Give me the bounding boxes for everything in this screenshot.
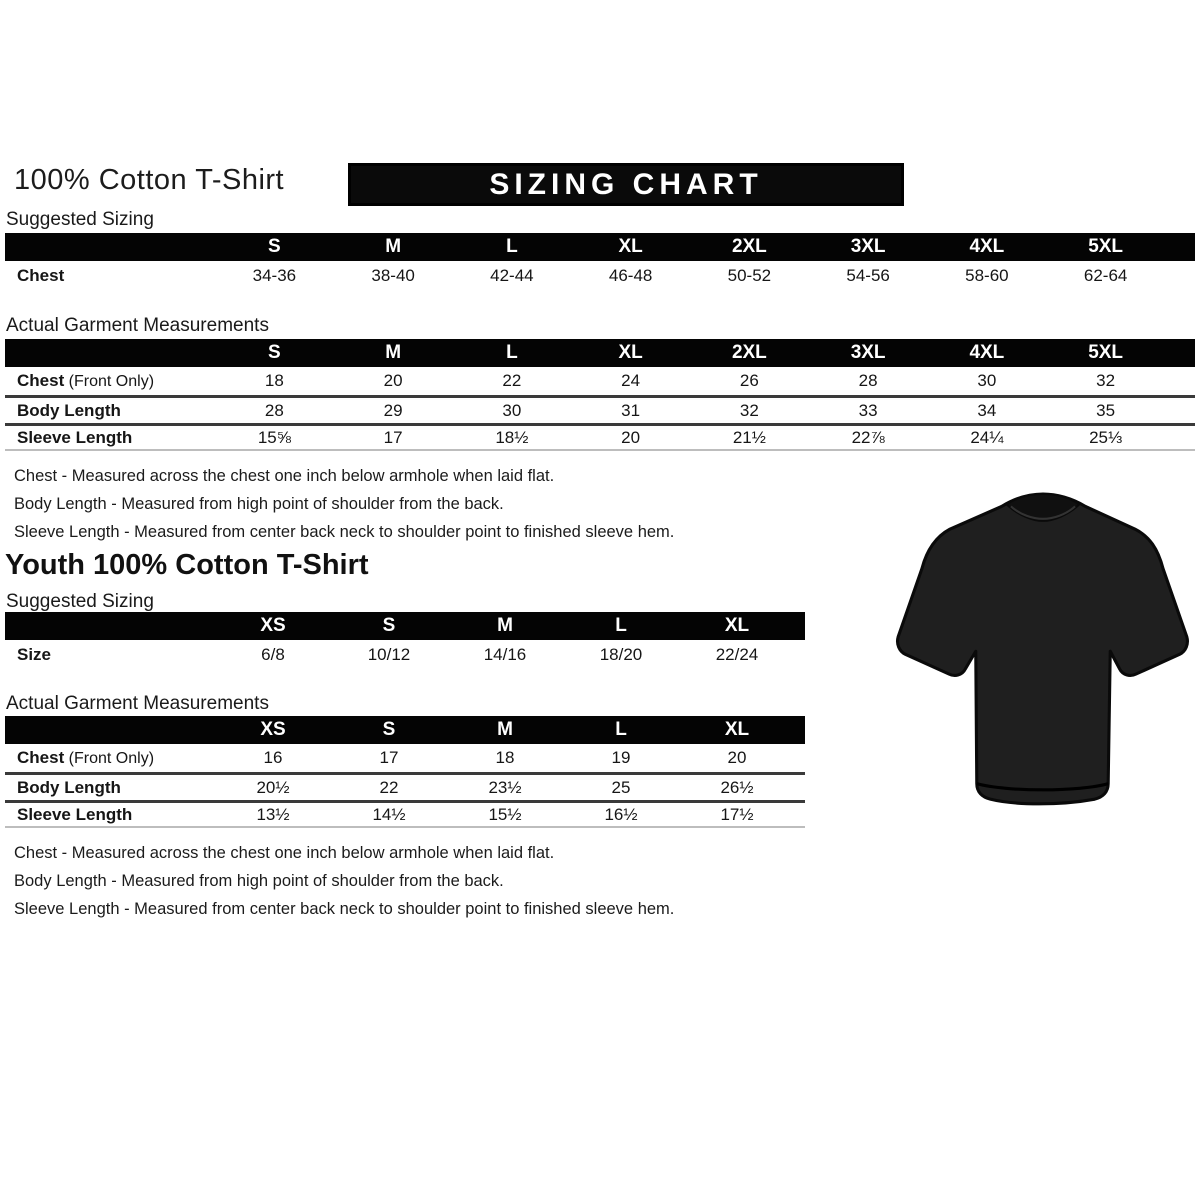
column-header: 3XL [850, 236, 886, 257]
table-cell: 38-40 [371, 266, 415, 285]
table-cell: 28 [858, 371, 878, 390]
column-header: M [385, 342, 402, 363]
table-header-row [5, 339, 1195, 367]
column-header: 5XL [1088, 342, 1124, 363]
table-cell: 42-44 [490, 266, 534, 285]
row-label: Chest (Front Only) [17, 748, 155, 767]
note-line: Sleeve Length - Measured from center back neck to shoulder point to finished sleeve hem. [14, 900, 675, 918]
table-cell: 10/12 [367, 645, 411, 664]
column-header: L [615, 719, 627, 740]
row-label: Size [17, 645, 52, 664]
table-cell: 31 [621, 400, 641, 420]
table-cell: 22 [379, 777, 399, 797]
table-cell: 32 [739, 400, 759, 420]
table-header-row [5, 233, 1195, 261]
table-cell: 20½ [256, 777, 290, 797]
column-header: M [385, 236, 402, 257]
row-label: Sleeve Length [17, 804, 133, 824]
table-cell: 54-56 [846, 266, 890, 285]
note-line: Chest - Measured across the chest one inch below armhole when laid flat. [14, 844, 555, 862]
table-cell: 34 [977, 400, 997, 420]
page-title: 100% Cotton T-Shirt [14, 164, 285, 196]
column-header: 5XL [1088, 236, 1124, 257]
table-cell: 16 [263, 748, 283, 767]
table-cell: 18 [264, 371, 284, 390]
table-cell: 28 [264, 400, 284, 420]
sizing-chart-banner [348, 163, 904, 206]
table-cell: 20 [727, 748, 747, 767]
adult-measurement-notes [14, 462, 674, 546]
row-label: Chest (Front Only) [17, 371, 155, 390]
row-label: Chest [17, 266, 65, 285]
column-header: 3XL [850, 342, 886, 363]
table-cell: 16½ [604, 804, 638, 824]
column-header: XL [618, 236, 643, 257]
note-line: Body Length - Measured from high point of shoulder from the back. [14, 495, 504, 513]
table-row [5, 640, 805, 670]
table-cell: 29 [383, 400, 403, 420]
table-cell: 24¼ [970, 427, 1004, 447]
table-cell: 17½ [720, 804, 754, 824]
table-cell: 18½ [495, 427, 529, 447]
table-cell: 25⅓ [1089, 427, 1123, 447]
column-header: 2XL [731, 236, 767, 257]
table-cell: 26 [739, 371, 759, 390]
row-label: Body Length [17, 777, 121, 797]
column-header: S [382, 615, 396, 636]
tshirt-image [893, 480, 1193, 808]
table-row [5, 744, 805, 772]
column-header: L [615, 615, 627, 636]
youth-measurement-notes [14, 839, 674, 923]
table-cell: 30 [502, 400, 522, 420]
table-row [5, 423, 1195, 451]
table-cell: 14½ [372, 804, 406, 824]
table-cell: 6/8 [261, 645, 285, 664]
table-cell: 34-36 [252, 266, 297, 285]
column-header: 2XL [731, 342, 767, 363]
table-header-row [5, 612, 805, 640]
table-header-row [5, 716, 805, 744]
column-header: 4XL [969, 236, 1005, 257]
table-cell: 14/16 [483, 645, 527, 664]
note-line: Body Length - Measured from high point of shoulder from the back. [14, 872, 504, 890]
table-cell: 19 [611, 748, 631, 767]
column-header: S [268, 236, 281, 257]
note-line: Sleeve Length - Measured from center back neck to shoulder point to finished sleeve hem. [14, 523, 675, 541]
table-row [5, 800, 805, 828]
youth-suggested-sizing-table [5, 612, 805, 670]
column-header: XL [724, 615, 750, 636]
column-header: M [497, 719, 513, 740]
column-header: XL [724, 719, 750, 740]
column-header: XS [260, 615, 286, 636]
table-row [5, 367, 1195, 395]
table-cell: 32 [1096, 371, 1116, 390]
table-cell: 15½ [488, 804, 522, 824]
youth-measurements-table [5, 716, 805, 828]
tshirt-photo [893, 480, 1193, 808]
table-cell: 20 [621, 427, 641, 447]
table-cell: 18 [495, 748, 515, 767]
table-cell: 23½ [488, 777, 522, 797]
table-cell: 18/20 [599, 645, 643, 664]
row-label: Sleeve Length [17, 427, 133, 447]
table-cell: 24 [621, 371, 641, 390]
column-header: M [497, 615, 513, 636]
adult-measurements-table [5, 339, 1195, 451]
adult-actual-measurements-label: Actual Garment Measurements [6, 315, 269, 336]
table-cell: 15⅝ [257, 427, 291, 447]
table-cell: 50-52 [727, 266, 772, 285]
table-cell: 30 [977, 371, 997, 390]
table-cell: 13½ [256, 804, 290, 824]
column-header: L [506, 236, 518, 257]
column-header: XS [260, 719, 286, 740]
table-cell: 25 [611, 777, 631, 797]
table-cell: 22/24 [715, 645, 759, 664]
adult-suggested-sizing-table [5, 233, 1195, 291]
table-cell: 21½ [732, 427, 766, 447]
table-cell: 22⅞ [851, 427, 885, 447]
youth-suggested-sizing-label: Suggested Sizing [6, 591, 154, 612]
youth-section-title: Youth 100% Cotton T-Shirt [5, 549, 369, 581]
sizing-chart-banner-text: SIZING CHART [489, 167, 763, 201]
column-header: S [268, 342, 281, 363]
column-header: 4XL [969, 342, 1005, 363]
table-cell: 33 [858, 400, 878, 420]
table-cell: 20 [383, 371, 403, 390]
row-label: Body Length [17, 400, 121, 420]
table-cell: 26½ [720, 777, 754, 797]
adult-suggested-sizing-label: Suggested Sizing [6, 209, 154, 230]
table-row [5, 261, 1195, 291]
table-cell: 17 [383, 427, 403, 447]
note-line: Chest - Measured across the chest one inch below armhole when laid flat. [14, 467, 555, 485]
table-row [5, 772, 805, 800]
column-header: L [506, 342, 518, 363]
table-cell: 35 [1096, 400, 1116, 420]
youth-actual-measurements-label: Actual Garment Measurements [6, 693, 269, 714]
table-cell: 58-60 [965, 266, 1009, 285]
table-cell: 62-64 [1083, 266, 1128, 285]
table-row [5, 395, 1195, 423]
column-header: XL [618, 342, 643, 363]
table-cell: 46-48 [608, 266, 653, 285]
table-cell: 22 [502, 371, 522, 390]
column-header: S [382, 719, 396, 740]
table-cell: 17 [379, 748, 399, 767]
